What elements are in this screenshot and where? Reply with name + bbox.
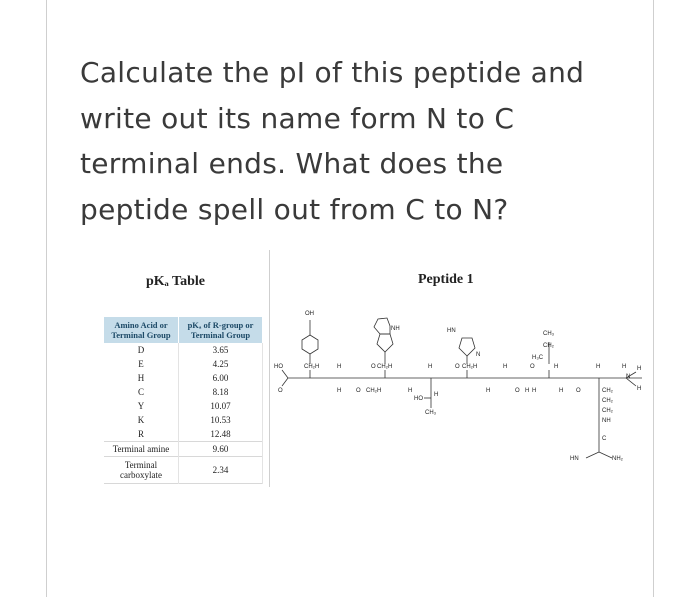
label-n-9: N [626,374,631,380]
label-h-9b: H [637,366,642,372]
row-group: E [104,357,179,371]
question-line-4: peptide spell out from C to N? [80,192,509,226]
row-pka: 10.53 [179,413,263,427]
label-h-3: H [408,388,413,394]
row-pka: 10.07 [179,399,263,413]
page-border-left [46,0,47,597]
label-c-8: C [602,436,607,442]
label-o: O [278,388,283,394]
label-ch2-7: CH₂ [543,343,554,349]
pka-table-header [104,317,263,343]
row-group: Terminal carboxylate [104,457,179,484]
label-o-7: O [530,364,535,370]
label-nh2: NH₂ [612,456,623,462]
question-text [80,50,640,232]
label-ch2-8b: CH₂ [602,398,613,404]
row-group: Terminal amine [104,442,179,457]
label-nh-ring: NH [391,326,400,332]
label-o-8: O [576,388,581,394]
row-pka: 2.34 [179,457,263,484]
table-row [104,343,263,357]
table-row [104,442,263,457]
row-group: C [104,385,179,399]
row-group: H [104,371,179,385]
label-ch2h-2: CH₂H [366,388,382,394]
label-ch2-8a: CH₂ [602,388,613,394]
label-h-2b: H [337,388,342,394]
label-h-5: H [486,388,491,394]
label-h-7b: H [559,388,564,394]
label-h-4b: H [434,392,439,398]
peptide-bonds [282,318,642,458]
row-group: K [104,413,179,427]
label-h-9c: H [637,386,642,392]
row-pka: 12.48 [179,427,263,442]
label-ch3-4: CH₃ [425,410,437,416]
label-ho-c: HO [274,364,283,370]
table-row [104,399,263,413]
label-n-ring: N [476,352,481,358]
panel-divider [269,250,270,487]
row-group: Y [104,399,179,413]
label-ch2h-1: CH₂H [304,364,320,370]
table-row [104,371,263,385]
label-hn-eq: HN [570,456,579,462]
label-ch2h-5: CH₂H [462,364,478,370]
label-h-2: H [337,364,342,370]
pka-table-title: pKₐ Table [146,274,205,289]
row-pka: 8.18 [179,385,263,399]
label-h-7: H [554,364,559,370]
label-ch2h-3: CH₂H [377,364,393,370]
row-group: D [104,343,179,357]
label-o-2: O [356,388,361,394]
label-nh-8: NH [602,418,611,424]
table-row [104,413,263,427]
peptide-title: Peptide 1 [418,272,474,287]
label-ch2-8c: CH₂ [602,408,613,414]
question-line-2: write out its name form N to C [80,101,515,135]
label-h-9: H [622,364,627,370]
header-pka: pKₐ of R-group or Terminal Group [179,317,263,343]
row-pka: 6.00 [179,371,263,385]
row-pka: 4.25 [179,357,263,371]
question-line-3: terminal ends. What does the [80,147,504,180]
peptide-labels [274,311,641,462]
label-h-6c: H [532,388,537,394]
label-oh: OH [305,311,314,317]
label-ch3-7: CH₃ [543,331,555,337]
label-h-4: H [428,364,433,370]
header-amino-acid: Amino Acid or Terminal Group [104,317,179,343]
table-row [104,457,263,484]
label-h3c: H₃C [532,355,544,361]
row-pka: 9.60 [179,442,263,457]
label-h-6b: H [525,388,530,394]
label-h-6: H [503,364,508,370]
label-o-6: O [515,388,520,394]
row-group: R [104,427,179,442]
table-row [104,385,263,399]
pka-table [104,317,263,484]
peptide-structure [274,300,654,470]
question-line-1: Calculate the pI of this peptide and [80,56,585,89]
label-o-3: O [371,364,376,370]
page-border-right [653,0,654,597]
table-row [104,357,263,371]
table-row [104,427,263,442]
row-pka: 3.65 [179,343,263,357]
label-o-5: O [455,364,460,370]
label-ho: HO [414,396,423,402]
label-hn-ring: HN [447,328,456,334]
label-h-8: H [596,364,601,370]
